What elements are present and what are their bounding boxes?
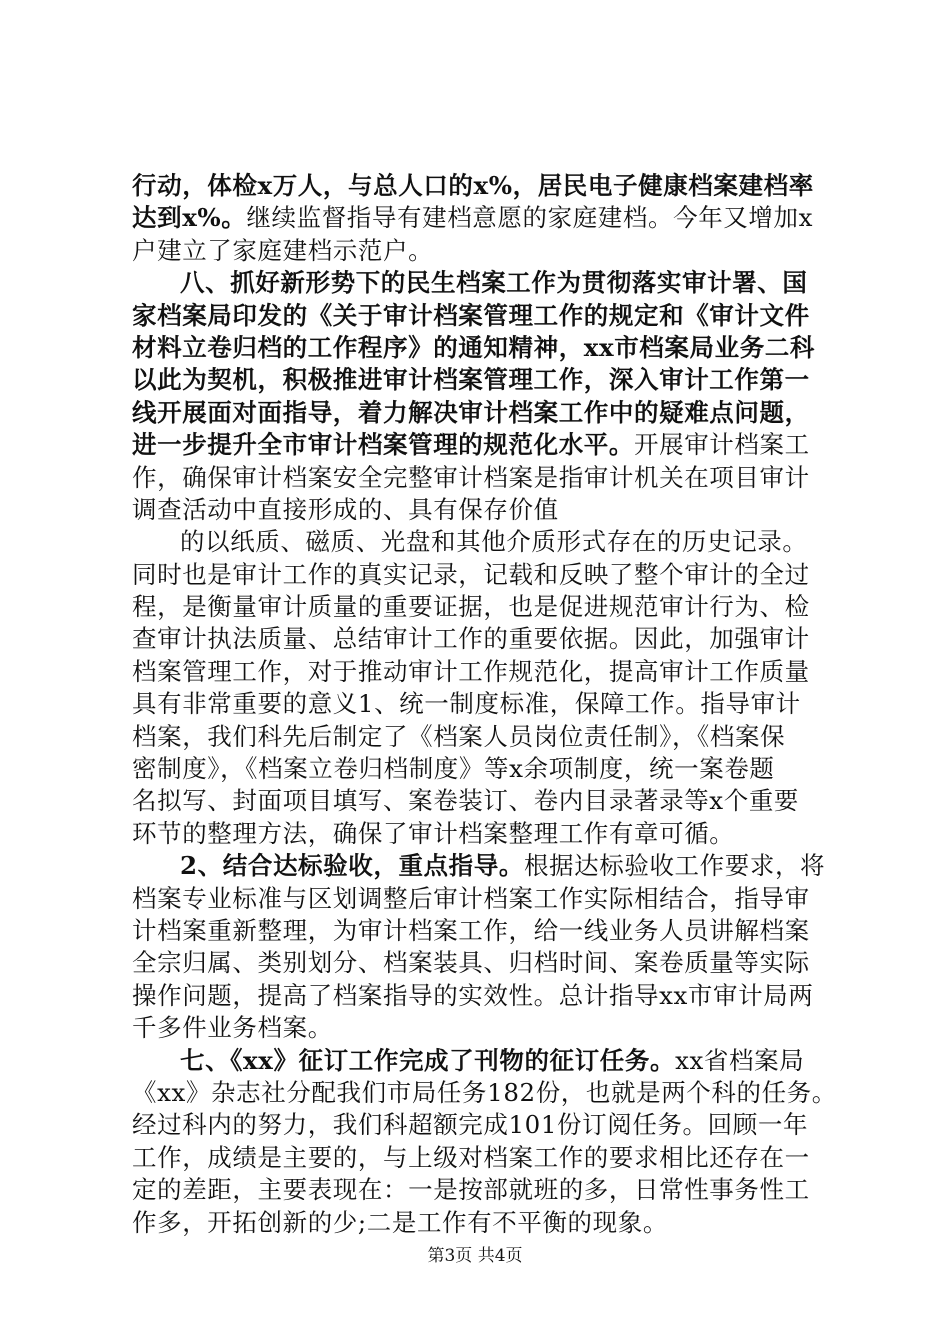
text-segment: 继续监督指导有建档意愿的家庭建档。今年又增加x bbox=[246, 203, 814, 233]
text-line bbox=[132, 494, 844, 526]
bold-text-segment: 线开展面对面指导，着力解决审计档案工作中的疑难点问题， bbox=[132, 397, 810, 427]
text-line bbox=[132, 883, 844, 915]
text-line bbox=[132, 332, 844, 364]
text-line bbox=[132, 170, 844, 202]
text-segment: 根据达标验收工作要求，将 bbox=[523, 851, 826, 881]
text-line bbox=[132, 462, 844, 494]
text-segment: 档案，我们科先后制定了《档案人员岗位责任制》，《档案保 bbox=[132, 721, 786, 751]
text-segment: 全宗归属、类别划分、档案装具、归档时间、案卷质量等实际 bbox=[132, 948, 810, 978]
text-segment: 具有非常重要的意义1、统一制度标准，保障工作。指导审计 bbox=[132, 689, 801, 719]
text-line bbox=[132, 526, 844, 558]
bold-text-segment: 家档案局印发的《关于审计档案管理工作的规定和《审计文件 bbox=[132, 300, 810, 330]
text-line bbox=[132, 397, 844, 429]
text-line bbox=[132, 235, 844, 267]
text-line bbox=[132, 429, 844, 461]
text-segment: 程，是衡量审计质量的重要证据，也是促进规范审计行为、检 bbox=[132, 592, 810, 622]
text-segment: 《xx》杂志社分配我们市局任务182份，也就是两个科的任务。 bbox=[132, 1077, 837, 1107]
text-line bbox=[132, 1207, 844, 1239]
document-body bbox=[132, 170, 844, 1239]
text-line bbox=[132, 980, 844, 1012]
text-line bbox=[132, 721, 844, 753]
text-line bbox=[132, 1109, 844, 1141]
text-line bbox=[132, 753, 844, 785]
text-segment: 作，确保审计档案安全完整审计档案是指审计机关在项目审计 bbox=[132, 462, 810, 492]
text-segment: 操作问题，提高了档案指导的实效性。总计指导xx市审计局两 bbox=[132, 980, 814, 1010]
text-segment: 开展审计档案工 bbox=[634, 430, 810, 460]
text-line bbox=[132, 623, 844, 655]
text-segment: 调查活动中直接形成的、具有保存价值 bbox=[132, 494, 559, 524]
text-segment: 同时也是审计工作的真实记录，记载和反映了整个审计的全过 bbox=[132, 559, 810, 589]
text-line bbox=[132, 818, 844, 850]
text-line bbox=[132, 1142, 844, 1174]
text-line bbox=[132, 656, 844, 688]
text-segment: 计档案重新整理，为审计档案工作，给一线业务人员讲解档案 bbox=[132, 915, 810, 945]
text-segment: 经过科内的努力，我们科超额完成101份订阅任务。回顾一年 bbox=[132, 1110, 809, 1140]
bold-text-segment: 材料立卷归档的工作程序》的通知精神，xx市档案局业务二科 bbox=[132, 332, 816, 362]
text-segment: 档案专业标准与区划调整后审计档案工作实际相结合，指导审 bbox=[132, 883, 810, 913]
text-line bbox=[132, 1045, 844, 1077]
text-line bbox=[132, 591, 844, 623]
text-segment: 的以纸质、磁质、光盘和其他介质形式存在的历史记录。 bbox=[180, 527, 808, 557]
text-line bbox=[132, 850, 844, 882]
bold-text-segment: 行动，体检x万人，与总人口的x%，居民电子健康档案建档率 bbox=[132, 171, 814, 200]
bold-text-segment: 达到x%。 bbox=[132, 203, 247, 233]
bold-text-segment: 八、抓好新形势下的民生档案工作为贯彻落实审计署、国 bbox=[180, 268, 808, 298]
text-line bbox=[132, 267, 844, 299]
text-line bbox=[132, 785, 844, 817]
bold-text-segment: 七、《xx》征订工作完成了刊物的征订任务。 bbox=[180, 1045, 676, 1075]
text-line bbox=[132, 915, 844, 947]
text-line bbox=[132, 688, 844, 720]
text-segment: 环节的整理方法，确保了审计档案整理工作有章可循。 bbox=[132, 818, 735, 848]
text-segment: 名拟写、封面项目填写、案卷装订、卷内目录著录等x个重要 bbox=[132, 786, 800, 816]
text-line bbox=[132, 364, 844, 396]
text-segment: xx省档案局 bbox=[675, 1045, 805, 1075]
text-segment: 作多，开拓创新的少;二是工作有不平衡的现象。 bbox=[132, 1207, 668, 1237]
text-line bbox=[132, 1012, 844, 1044]
text-segment: 密制度》，《档案立卷归档制度》等x余项制度，统一案卷题 bbox=[132, 754, 775, 784]
text-line bbox=[132, 202, 844, 234]
text-segment: 查审计执法质量、总结审计工作的重要依据。因此，加强审计 bbox=[132, 624, 810, 654]
text-line bbox=[132, 1174, 844, 1206]
bold-text-segment: 进一步提升全市审计档案管理的规范化水平。 bbox=[132, 430, 634, 460]
text-line bbox=[132, 559, 844, 591]
text-line bbox=[132, 300, 844, 332]
text-segment: 定的差距，主要表现在：一是按部就班的多，日常性事务性工 bbox=[132, 1175, 810, 1205]
bold-text-segment: 以此为契机，积极推进审计档案管理工作，深入审计工作第一 bbox=[132, 365, 810, 395]
text-segment: 千多件业务档案。 bbox=[132, 1013, 333, 1043]
text-segment: 档案管理工作，对于推动审计工作规范化，提高审计工作质量 bbox=[132, 656, 810, 686]
bold-text-segment: 2、结合达标验收，重点指导。 bbox=[180, 851, 524, 881]
text-line bbox=[132, 1077, 844, 1109]
page-footer: 第3页 共4页 bbox=[427, 1246, 523, 1266]
text-segment: 户建立了家庭建档示范户。 bbox=[132, 235, 434, 265]
text-line bbox=[132, 947, 844, 979]
text-segment: 工作，成绩是主要的，与上级对档案工作的要求相比还存在一 bbox=[132, 1142, 810, 1172]
